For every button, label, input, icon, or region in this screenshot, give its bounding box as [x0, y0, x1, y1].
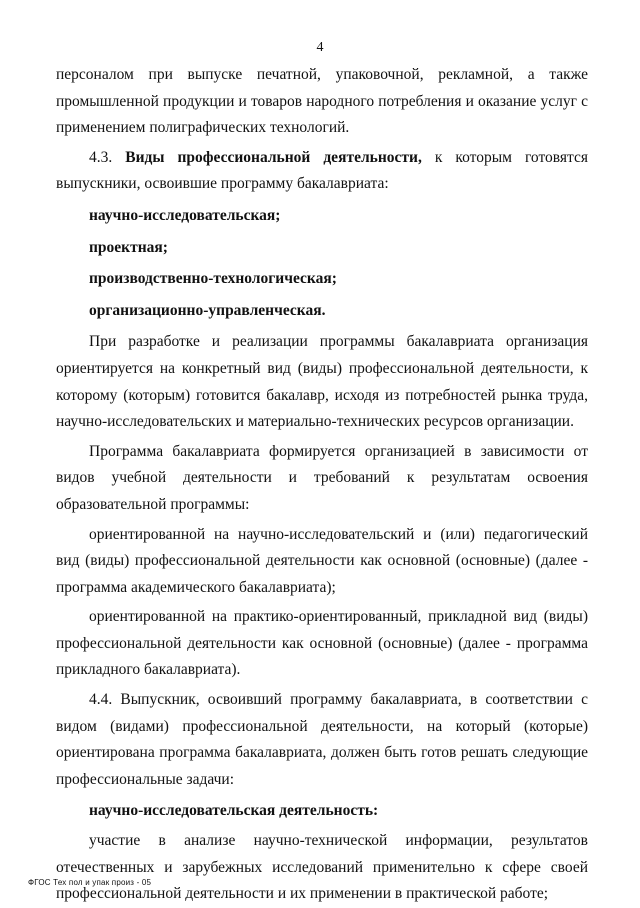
- activity-list-item: проектная;: [89, 238, 168, 256]
- paragraph-4-3: [56, 145, 588, 198]
- page-number: 4: [316, 40, 324, 55]
- section-number: 4.3.: [89, 148, 113, 166]
- activity-list-item: научно-исследовательская;: [89, 206, 281, 224]
- paragraph-4-4: 4.4. Выпускник, освоивший программу бакалавриата, в соответствии с видом (видами) профессиональной деятельности, на который (которые) ориентирована программа бакалавриата, должен быть готов решать следующие профессиональные задачи:: [56, 691, 588, 788]
- paragraph-research-participation: участие в анализе научно-технической информации, результатов отечественных и зарубежных исследований применительно к сфере своей профессиональной деятельности и их применении в практической работе;: [56, 832, 588, 903]
- subheading-research-activity: научно-исследовательская деятельность:: [89, 802, 379, 820]
- paragraph-academic-bachelor: ориентированной на научно-исследовательский и (или) педагогический вид (виды) профессиональной деятельности как основной (основные) (далее - программа академического бакалавриата);: [56, 525, 588, 596]
- paragraph-applied-bachelor: ориентированной на практико-ориентированный, прикладной вид (виды) профессиональной деятельности как основной (основные) (далее - программа прикладного бакалавриата).: [56, 608, 588, 679]
- paragraph-personnel: персоналом при выпуске печатной, упаковочной, рекламной, а также промышленной продукции и товаров народного потребления и оказание услуг с применением полиграфических технологий.: [56, 66, 588, 137]
- page-footer: ФГОС Тех пол и упак произ - 05: [28, 878, 152, 887]
- document-body: [56, 62, 588, 908]
- activity-list-item: организационно-управленческая.: [89, 301, 326, 319]
- paragraph-program-formation: Программа бакалавриата формируется организацией в зависимости от видов учебной деятельности и требований к результатам освоения образовательной программы:: [56, 442, 588, 513]
- section-heading-bold: Виды профессиональной деятельности,: [125, 148, 422, 166]
- activity-list-item: производственно-технологическая;: [89, 270, 337, 288]
- paragraph-program-development: При разработке и реализации программы бакалавриата организация ориентируется на конкретный вид (виды) профессиональной деятельности, к которому (которым) готовится бакалавр, исходя из потребностей рынка труда, научно-исследовательских и материально-технических ресурсов организации.: [56, 333, 588, 431]
- section-text: к которым готовятся выпускники, освоившие программу бакалавриата:: [56, 148, 589, 193]
